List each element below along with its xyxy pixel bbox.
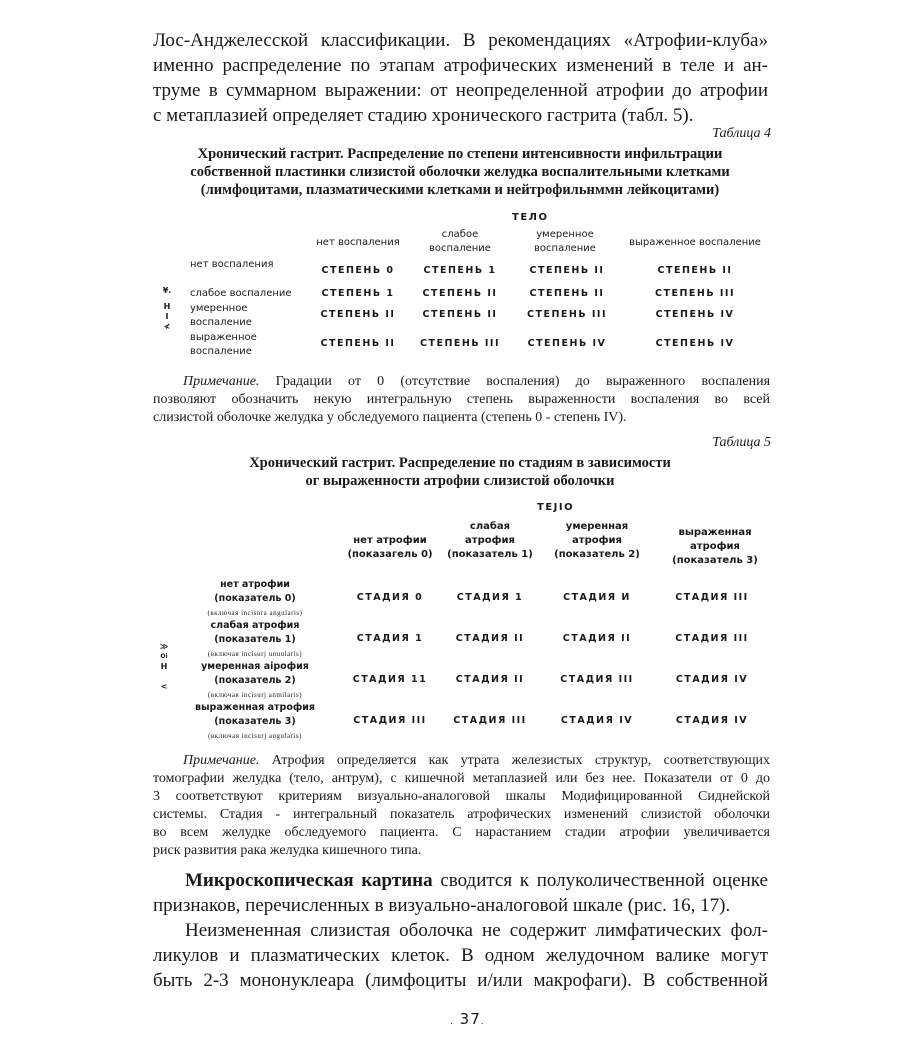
table4-note: [153, 373, 770, 427]
table5-cell: СТАДИЯ III: [453, 715, 527, 726]
table5-col-header: [340, 534, 440, 562]
row-label-line: выраженная атрофия: [194, 702, 316, 713]
table5-cell: СТАДИЯ II: [562, 633, 632, 644]
table4-row-label: выраженное воспаление: [190, 332, 257, 357]
table5-cell: СТАДИЯ II: [455, 633, 525, 644]
table5-cell: СТАДИЯ II: [455, 674, 525, 685]
note-label: Примечание.: [183, 374, 260, 389]
row-sub: (включая incisurj angularis): [208, 732, 302, 740]
table4-cell: СТЕПЕНЬ II: [422, 309, 498, 320]
table4-title-line: Хронический гастрит. Распределение по степени интенсивности инфильтрации: [197, 146, 723, 162]
table4-cell: СТЕПЕНЬ IV: [655, 309, 735, 320]
table4-cell: СТЕПЕНЬ II: [422, 288, 498, 299]
table4-row-label: нет воспаления: [190, 259, 274, 270]
col-line: выраженная: [678, 527, 752, 538]
note-label: Примечание.: [183, 753, 260, 768]
table5-col-header: [660, 526, 770, 568]
table5-title-line: ог выраженности атрофии слизистой оболочки: [305, 473, 615, 489]
table4-row-label: слабое воспаление: [190, 288, 292, 299]
table4-title-line: собственной пластинки слизистой оболочки желудка воспалительными клетками: [190, 164, 730, 180]
col-line: умеренная: [565, 521, 629, 532]
side-label-char: Н: [160, 662, 168, 671]
side-label-char: ≫: [159, 642, 169, 651]
col-line: (показатель 1): [447, 549, 533, 560]
col-line: слабая: [469, 521, 511, 532]
table4-cell: СТЕПЕНЬ II: [657, 265, 733, 276]
table4-cell: СТЕПЕНЬ III: [420, 338, 500, 349]
page-number-value: 37: [459, 1010, 481, 1028]
note-line: томографии желудка (тело, антрум), с кишечной метаплазией или без нее. Показатели от 0 до: [153, 771, 770, 786]
note-text: Градации от 0 (отсутствие воспаления) до выраженного воспаления: [275, 374, 771, 389]
col-line: атрофия: [465, 535, 515, 546]
table4-cell: СТЕПЕНЬ II: [529, 288, 605, 299]
side-label-char: ≮: [163, 322, 171, 331]
table5-row-label: [190, 701, 320, 743]
table4-group-header: ТЕЛО: [512, 212, 549, 223]
row-sub: (включая incisurj anmilaris): [207, 691, 303, 699]
table4-title: [120, 145, 800, 199]
table4-row-label: умеренное воспаление: [190, 303, 252, 328]
intro-line: с метаплазией определяет стадию хронического гастрита (табл. 5).: [153, 105, 694, 126]
body-line: Неизмененная слизистая оболочка не содержит лимфатических фол-: [185, 920, 768, 941]
micro-bold: Микроскопическая картина: [185, 870, 433, 891]
table5-cell: СТАДИЯ 1: [356, 633, 424, 644]
row-label-line: слабая атрофия: [210, 620, 300, 631]
table5-cell: СТАДИЯ III: [353, 715, 427, 726]
table4-col-header: слабое воспаление: [429, 229, 491, 254]
table4-cell: СТЕПЕНЬ 1: [423, 265, 497, 276]
table5-cell: СТАДИЯ И: [563, 592, 631, 603]
table5-label: Таблица 5: [712, 435, 771, 450]
table4-col-header: выраженное воспаление: [629, 237, 761, 248]
col-line: (показагель 0): [347, 549, 433, 560]
note-line: системы. Стадия - интегральный показатель атрофических изменений слизистой оболочки: [153, 807, 770, 822]
table5-cell: СТАДИЯ 11: [352, 674, 428, 685]
row-label-line: нет атрофии: [220, 579, 290, 590]
note-text: Атрофия определяется как утрата железистых структур, соответствующих: [271, 753, 770, 768]
side-label-char: Oi: [160, 653, 168, 660]
side-label-char: Н: [163, 302, 171, 311]
note-line: 3 соответствуют критериям визуально-аналоговой шкалы Модифицированной Сиднейской: [153, 789, 770, 804]
table5-group-header: TEJIO: [537, 502, 575, 513]
table5-cell: СТАДИЯ 0: [356, 592, 424, 603]
table4-cell: СТЕПЕНЬ 0: [321, 265, 395, 276]
micro-line: признаков, перечисленных в визуально-аналоговой шкале (рис. 16, 17).: [153, 895, 731, 916]
table5-cell: СТАДИЯ IV: [675, 715, 749, 726]
intro-line: Лос-Анджелесской классификации. В рекомендациях «Атрофии-клуба»: [153, 30, 768, 51]
note-line: риск развития рака желудка кишечного типа.: [153, 843, 422, 858]
note-line: позволяют обозначить некую интегральную степень выраженности воспаления во всей: [153, 392, 770, 407]
table5-row-label: [190, 619, 320, 661]
micro-text: сводится к полуколичественной оценке: [432, 870, 768, 891]
table5-title-line: Хронический гастрит. Распределение по стадиям в зависимости: [249, 455, 671, 471]
table5-col-header: [440, 520, 540, 562]
table5-cell: СТАДИЯ III: [560, 674, 634, 685]
side-label-char: I: [165, 312, 169, 321]
row-sub: (включая incisnra angularis): [207, 609, 303, 617]
intro-line: труме в суммарном выражении: от неопределенной атрофии до атрофии: [153, 80, 768, 101]
col-line: (показатель 2): [554, 549, 640, 560]
table5-cell: СТАДИЯ IV: [560, 715, 634, 726]
micro-paragraph: [153, 868, 768, 918]
note-line: слизистой оболочке желудка у обследуемого пациента (степень 0 - степень IV).: [153, 410, 627, 425]
col-line: атрофия: [572, 535, 622, 546]
table4-label: Таблица 4: [712, 126, 771, 141]
col-line: (показатель 3): [672, 555, 758, 566]
table4-col-header: умеренное воспаление: [534, 229, 596, 254]
body-paragraph: [153, 918, 768, 993]
table4-cell: СТЕПЕНЬ III: [655, 288, 735, 299]
table4-cell: СТЕПЕНЬ II: [320, 309, 396, 320]
table5-note: [153, 752, 770, 860]
note-line: во всем желудке обследуемого пациента. С нарастанием стадии атрофии увеличивается: [153, 825, 770, 840]
row-label-line: (показатель 0): [214, 593, 296, 604]
intro-line: именно распределение по этапам атрофических изменений в теле и ан-: [153, 55, 768, 76]
row-label-line: умеренная аірофия: [201, 661, 309, 672]
table5-cell: СТАДИЯ III: [675, 592, 749, 603]
table4-cell: СТЕПЕНЬ III: [527, 309, 607, 320]
body-line: ликулов и плазматических клеток. В одном желудочном валике могут: [153, 945, 768, 966]
table4-cell: СТЕПЕНЬ IV: [527, 338, 607, 349]
table5-cell: СТАДИЯ III: [675, 633, 749, 644]
table5-title: [160, 454, 760, 490]
table5-cell: СТАДИЯ IV: [675, 674, 749, 685]
table4-cell: СТЕПЕНЬ II: [529, 265, 605, 276]
row-label-line: (показатель 2): [214, 675, 296, 686]
table4-cell: СТЕПЕНЬ 1: [321, 288, 395, 299]
table5-side-label: [157, 642, 171, 692]
table4-cell: СТЕПЕНЬ II: [320, 338, 396, 349]
table4-col-header: нет воспаления: [316, 237, 400, 248]
page-number: . 37.: [450, 1010, 485, 1028]
table5-row-label: [190, 578, 320, 620]
table4-cell: СТЕПЕНЬ IV: [655, 338, 735, 349]
intro-paragraph: [153, 28, 768, 128]
table4-title-line: (лимфоцитами, плазматическими клетками и нейтрофильнммн лейкоцитами): [200, 182, 720, 198]
table4-side-label: [160, 286, 174, 332]
row-label-line: (показатель 1): [214, 634, 296, 645]
col-line: нет атрофии: [353, 535, 427, 546]
row-sub: (включая incisurj unuularis): [207, 650, 303, 658]
row-label-line: (показатель 3): [214, 716, 296, 727]
col-line: атрофия: [690, 541, 740, 552]
side-label-char: <: [160, 682, 168, 691]
side-label-char: ¥.: [162, 286, 172, 295]
table5-row-label: [190, 660, 320, 702]
table5-col-header: [547, 520, 647, 562]
body-line: быть 2-3 мононуклеара (лимфоциты и/или макрофаги). В собственной: [153, 970, 768, 991]
table5-cell: СТАДИЯ 1: [456, 592, 524, 603]
